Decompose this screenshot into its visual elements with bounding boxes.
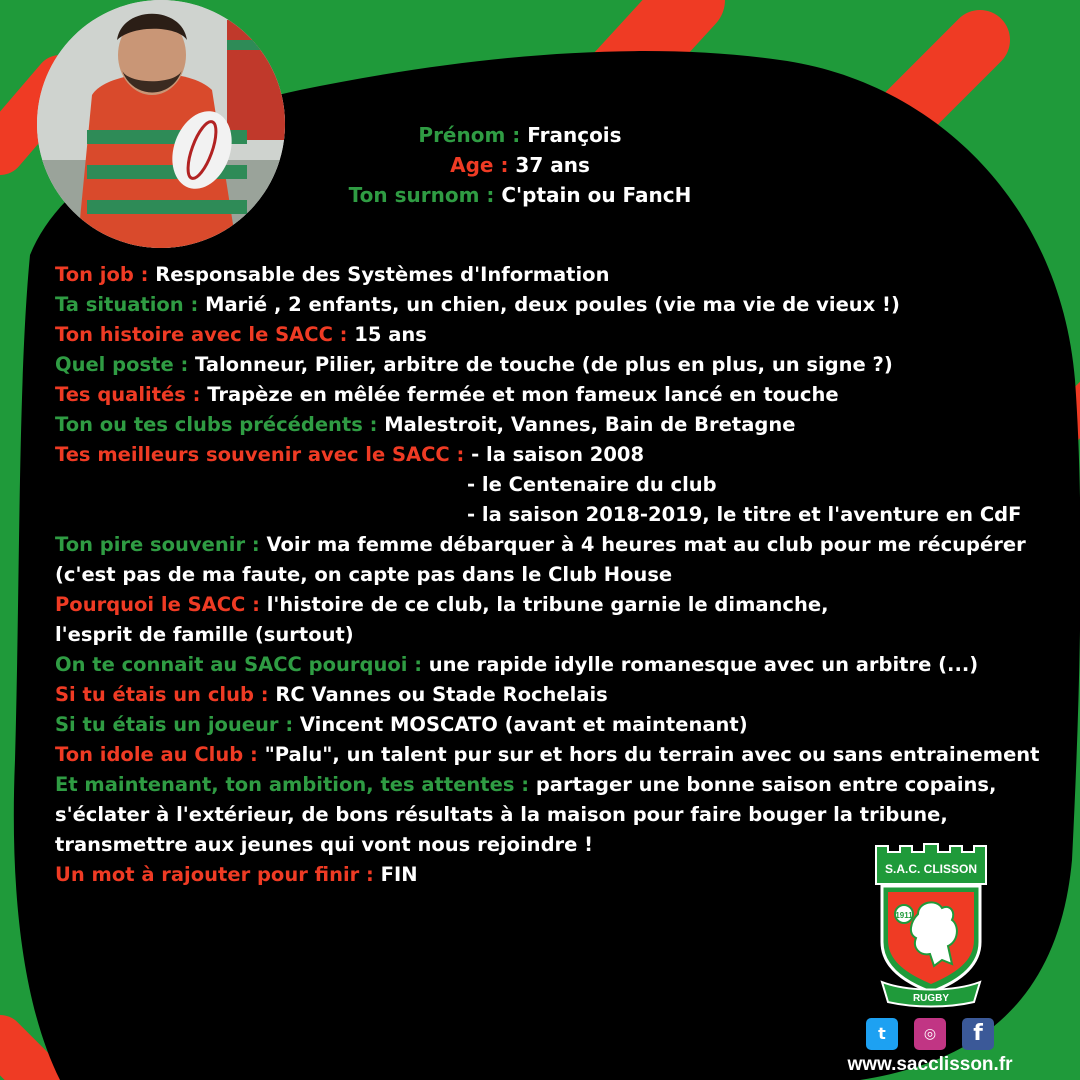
first-name-label: Prénom :	[418, 123, 528, 147]
qa-label: Ta situation :	[55, 293, 206, 316]
qa-label: Un mot à rajouter pour finir :	[55, 863, 381, 886]
qa-value: - la saison 2018-2019, le titre et l'aventure en CdF	[467, 503, 1022, 526]
qa-value: l'histoire de ce club, la tribune garnie le dimanche,	[266, 593, 829, 616]
instagram-icon[interactable]: ◎	[914, 1018, 946, 1050]
qa-row	[55, 530, 1055, 560]
qa-value: FIN	[380, 863, 418, 886]
qa-label: On te connait au SACC pourquoi :	[55, 653, 429, 676]
facebook-icon[interactable]: f	[962, 1018, 994, 1050]
qa-row	[55, 590, 1055, 620]
qa-value: Talonneur, Pilier, arbitre de touche (de plus en plus, un signe ?)	[195, 353, 893, 376]
qa-label: Quel poste :	[55, 353, 196, 376]
qa-value: - le Centenaire du club	[467, 473, 717, 496]
identity-block	[290, 120, 750, 210]
qa-label: Si tu étais un joueur :	[55, 713, 300, 736]
qa-value: une rapide idylle romanesque avec un arbitre (...)	[428, 653, 979, 676]
qa-value: s'éclater à l'extérieur, de bons résultats à la maison pour faire bouger la tribune,	[55, 803, 948, 826]
qa-label: Et maintenant, ton ambition, tes attentes :	[55, 773, 536, 796]
qa-label: Ton idole au Club :	[55, 743, 265, 766]
age-row	[290, 150, 750, 180]
qa-label: Tes qualités :	[55, 383, 208, 406]
club-crest-logo	[868, 842, 994, 1008]
qa-row	[55, 560, 1055, 590]
qa-label: Pourquoi le SACC :	[55, 593, 267, 616]
qa-row	[55, 680, 1055, 710]
nickname-label: Ton surnom :	[348, 183, 502, 207]
qa-value: - la saison 2008	[471, 443, 645, 466]
qa-value: transmettre aux jeunes qui vont nous rejoindre !	[55, 833, 594, 856]
qa-value: Marié , 2 enfants, un chien, deux poules (vie ma vie de vieux !)	[205, 293, 900, 316]
qa-value: l'esprit de famille (surtout)	[55, 623, 354, 646]
website-link[interactable]: www.sacclisson.fr	[847, 1054, 1013, 1075]
crest-banner-text: RUGBY	[912, 993, 950, 1004]
first-name-value: François	[527, 123, 622, 147]
crest-badge-text: 1911	[895, 911, 913, 920]
qa-row	[55, 500, 1055, 530]
twitter-icon[interactable]: t	[866, 1018, 898, 1050]
qa-value: Voir ma femme débarquer à 4 heures mat au club pour me récupérer	[266, 533, 1026, 556]
qa-row	[55, 740, 1055, 770]
qa-row	[55, 350, 1055, 380]
social-links	[866, 1018, 996, 1052]
crest-name-text: S.A.C. CLISSON	[884, 862, 978, 876]
qa-label: Ton ou tes clubs précédents :	[55, 413, 385, 436]
qa-row	[55, 800, 1055, 830]
qa-label: Si tu étais un club :	[55, 683, 276, 706]
qa-value: Responsable des Systèmes d'Information	[155, 263, 610, 286]
qa-row	[55, 290, 1055, 320]
qa-label: Tes meilleurs souvenir avec le SACC :	[55, 443, 472, 466]
qa-value: Malestroit, Vannes, Bain de Bretagne	[384, 413, 796, 436]
player-photo	[37, 0, 285, 248]
qa-row	[55, 410, 1055, 440]
first-name-row	[290, 120, 750, 150]
qa-row	[55, 380, 1055, 410]
qa-row	[55, 320, 1055, 350]
qa-row	[55, 620, 1055, 650]
nickname-value: C'ptain ou FancH	[501, 183, 692, 207]
qa-value: RC Vannes ou Stade Rochelais	[275, 683, 608, 706]
age-label: Age :	[450, 153, 516, 177]
nickname-row	[290, 180, 750, 210]
qa-row	[55, 650, 1055, 680]
qa-value: 15 ans	[354, 323, 427, 346]
qa-row	[55, 260, 1055, 290]
qa-row	[55, 470, 1055, 500]
qa-row	[55, 710, 1055, 740]
qa-value: (c'est pas de ma faute, on capte pas dans le Club House	[55, 563, 673, 586]
age-value: 37 ans	[515, 153, 590, 177]
qa-list	[55, 260, 1055, 890]
qa-value: Trapèze en mêlée fermée et mon fameux lancé en touche	[207, 383, 839, 406]
qa-label: Ton job :	[55, 263, 156, 286]
qa-value: "Palu", un talent pur sur et hors du terrain avec ou sans entrainement	[264, 743, 1040, 766]
qa-label: Ton histoire avec le SACC :	[55, 323, 355, 346]
qa-label: Ton pire souvenir :	[55, 533, 267, 556]
qa-row	[55, 770, 1055, 800]
qa-value: Vincent MOSCATO (avant et maintenant)	[299, 713, 748, 736]
qa-row	[55, 440, 1055, 470]
qa-value: partager une bonne saison entre copains,	[535, 773, 997, 796]
